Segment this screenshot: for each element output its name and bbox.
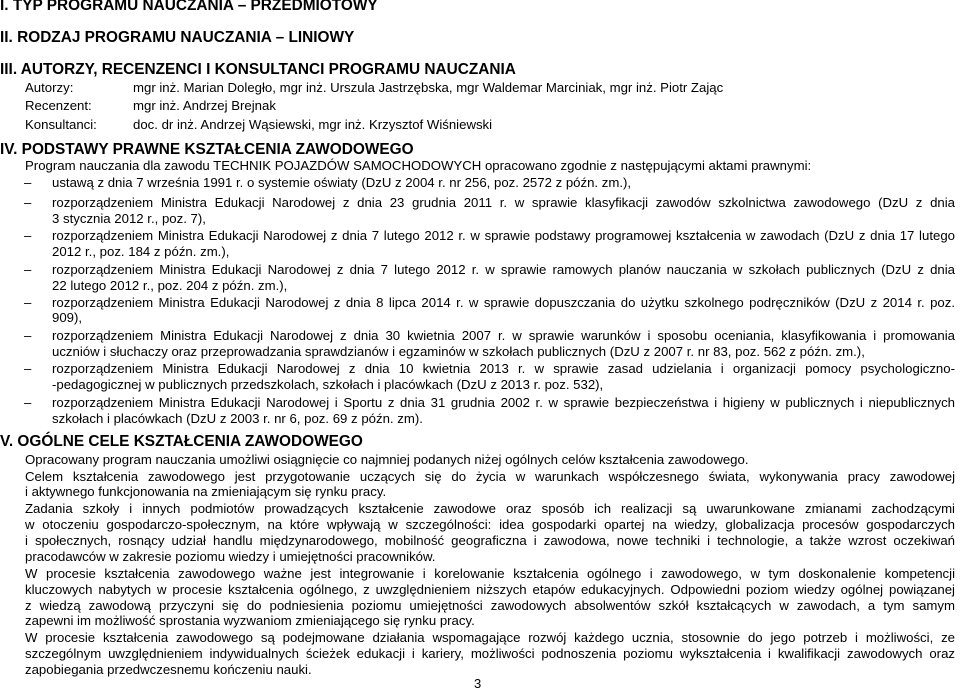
list-dash: – bbox=[24, 328, 32, 344]
list-dash: – bbox=[24, 294, 32, 310]
legal-act-8-line-1: rozporządzeniem Ministra Edukacji Narodowej i Sportu z dnia 31 grudnia 2002 r. w sprawie bezpieczeństwa i higieny w publicznych i niepublicznych bbox=[52, 394, 955, 410]
recenzent-value: mgr inż. Andrzej Brejnak bbox=[133, 98, 276, 114]
konsultanci-value: doc. dr inż. Andrzej Wąsiewski, mgr inż. Krzysztof Wiśniewski bbox=[133, 116, 493, 132]
paragraph-3-line-4: pracodawców w zakresie poziomu wiedzy i umiejętności pracowników. bbox=[25, 548, 436, 564]
paragraph-4-line-3: z wiedzą zawodową przyczyni się do podniesienia poziomu umiejętności zawodowych absolwentów szkół kształcących w zawodach, a tym samym bbox=[25, 597, 955, 613]
legal-act-5-line-2: 909), bbox=[52, 310, 83, 326]
section-heading-3: III. AUTORZY, RECENZENCI I KONSULTANCI PROGRAMU NAUCZANIA bbox=[0, 60, 516, 78]
section-heading-2: II. RODZAJ PROGRAMU NAUCZANIA – LINIOWY bbox=[0, 29, 355, 47]
legal-intro: Program nauczania dla zawodu TECHNIK POJAZDÓW SAMOCHODOWYCH opracowano zgodnie z następującymi aktami prawnymi: bbox=[25, 158, 812, 174]
list-dash: – bbox=[24, 261, 32, 277]
list-dash: – bbox=[24, 360, 32, 376]
autorzy-label: Autorzy: bbox=[25, 79, 74, 95]
paragraph-4-line-1: W procesie kształcenia zawodowego ważne jest integrowanie i korelowanie kształcenia ogólnego i zawodowego, w tym doskonalenie kompetencji bbox=[25, 565, 955, 581]
list-dash: – bbox=[24, 394, 32, 410]
legal-act-6-line-2: uczniów i słuchaczy oraz przeprowadzania sprawdzianów i egzaminów w szkołach publicznych (DzU z 2007 r. nr 83, poz. 562 z późn. zm.), bbox=[52, 344, 865, 360]
list-dash: – bbox=[24, 174, 32, 190]
legal-act-7-line-1: rozporządzeniem Ministra Edukacji Narodowej z dnia 10 kwietnia 2013 r. w sprawie zasad udzielania i organizacji pomocy psychologiczno- bbox=[52, 360, 955, 376]
paragraph-2-line-2: i aktywnego funkcjonowania na zmieniającym się rynku pracy. bbox=[25, 484, 387, 500]
paragraph-4-line-2: kluczowych nabytych w procesie kształcenia ogólnego, z uwzględnieniem niższych etapów edukacyjnych. Odpowiedni poziom wiedzy ogólnej powiązanej bbox=[25, 581, 955, 597]
page-number: 3 bbox=[474, 676, 482, 691]
legal-act-7-line-2: -pedagogicznej w publicznych przedszkolach, szkołach i placówkach (DzU z 2013 r. poz. 532), bbox=[52, 376, 604, 392]
paragraph-2-line-1: Celem kształcenia zawodowego jest przygotowanie uczących się do życia w warunkach współczesnego świata, wykonywania pracy zawodowej bbox=[25, 468, 955, 484]
legal-act-4-line-2: 22 lutego 2012 r., poz. 204 z późn. zm.), bbox=[52, 277, 288, 293]
legal-act-2-line-1: rozporządzeniem Ministra Edukacji Narodowej z dnia 23 grudnia 2011 r. w sprawie klasyfikacji zawodów szkolnictwa zawodowego (DzU z dnia bbox=[52, 195, 955, 211]
legal-act-4-line-1: rozporządzeniem Ministra Edukacji Narodowej z dnia 7 lutego 2012 r. w sprawie ramowych planów nauczania w szkołach publicznych (DzU z dnia bbox=[52, 261, 955, 277]
recenzent-label: Recenzent: bbox=[25, 98, 92, 114]
paragraph-5-line-2: szczególnym uwzględnieniem indywidualnych ścieżek edukacji i kariery, możliwości podnoszenia poziomu wykształcenia i kwalifikacji zawodowych oraz bbox=[25, 646, 955, 662]
section-heading-5: V. OGÓLNE CELE KSZTAŁCENIA ZAWODOWEGO bbox=[0, 432, 363, 450]
paragraph-1: Opracowany program nauczania umożliwi osiągnięcie co najmniej podanych niżej ogólnych celów kształcenia zawodowego. bbox=[25, 451, 749, 467]
legal-act-8-line-2: szkołach i placówkach (DzU z 2003 r. nr 6, poz. 69 z późn. zm). bbox=[52, 410, 423, 426]
autorzy-value: mgr inż. Marian Doległo, mgr inż. Urszula Jastrzębska, mgr Waldemar Marciniak, mgr inż. Piotr Zając bbox=[133, 79, 724, 95]
paragraph-3-line-2: w otoczeniu gospodarczo-społecznym, na które wpływają w szczególności: idea gospodarki opartej na wiedzy, globalizacja procesów gospodarczych bbox=[25, 517, 955, 533]
konsultanci-label: Konsultanci: bbox=[25, 116, 97, 132]
paragraph-5-line-1: W procesie kształcenia zawodowego są podejmowane działania wspomagające rozwój każdego ucznia, stosownie do jego potrzeb i możliwości, ze bbox=[25, 630, 955, 646]
paragraph-3-line-1: Zadania szkoły i innych podmiotów prowadzących kształcenie zawodowe oraz sposób ich realizacji są uwarunkowane zmianami zachodzącymi bbox=[25, 501, 955, 517]
paragraph-3-line-3: i społecznych, rosnący udział handlu międzynarodowego, mobilność geograficzna i zawodowa, nowe techniki i technologie, a także wzrost oczekiwań bbox=[25, 533, 955, 548]
legal-act-2-line-2: 3 stycznia 2012 r., poz. 7), bbox=[52, 211, 206, 227]
list-dash: – bbox=[24, 228, 32, 244]
legal-act-1: ustawą z dnia 7 września 1991 r. o systemie oświaty (DzU z 2004 r. nr 256, poz. 2572 z późn. zm.), bbox=[52, 174, 632, 190]
paragraph-4-line-4: zapewni im możliwość sprostania wyzwaniom zmieniającego się rynku pracy. bbox=[25, 613, 475, 629]
section-heading-4: IV. PODSTAWY PRAWNE KSZTAŁCENIA ZAWODOWEGO bbox=[0, 141, 414, 159]
legal-act-3-line-1: rozporządzeniem Ministra Edukacji Narodowej z dnia 7 lutego 2012 r. w sprawie podstawy programowej kształcenia w zawodach (DzU z dnia 17 lutego bbox=[52, 228, 955, 244]
legal-act-5-line-1: rozporządzeniem Ministra Edukacji Narodowej z dnia 8 lipca 2014 r. w sprawie dopuszczania do użytku szkolnego podręczników (DzU z 2014 r. poz. bbox=[52, 294, 955, 310]
legal-act-3-line-2: 2012 r., poz. 184 z późn. zm.), bbox=[52, 244, 230, 260]
paragraph-5-line-3: zapobiegania przedwczesnemu kończeniu nauki. bbox=[25, 662, 312, 678]
list-dash: – bbox=[24, 195, 32, 211]
legal-act-6-line-1: rozporządzeniem Ministra Edukacji Narodowej z dnia 30 kwietnia 2007 r. w sprawie warunków i sposobu oceniania, klasyfikowania i promowania bbox=[52, 328, 955, 344]
section-heading-1: I. TYP PROGRAMU NAUCZANIA – PRZEDMIOTOWY bbox=[0, 0, 378, 15]
